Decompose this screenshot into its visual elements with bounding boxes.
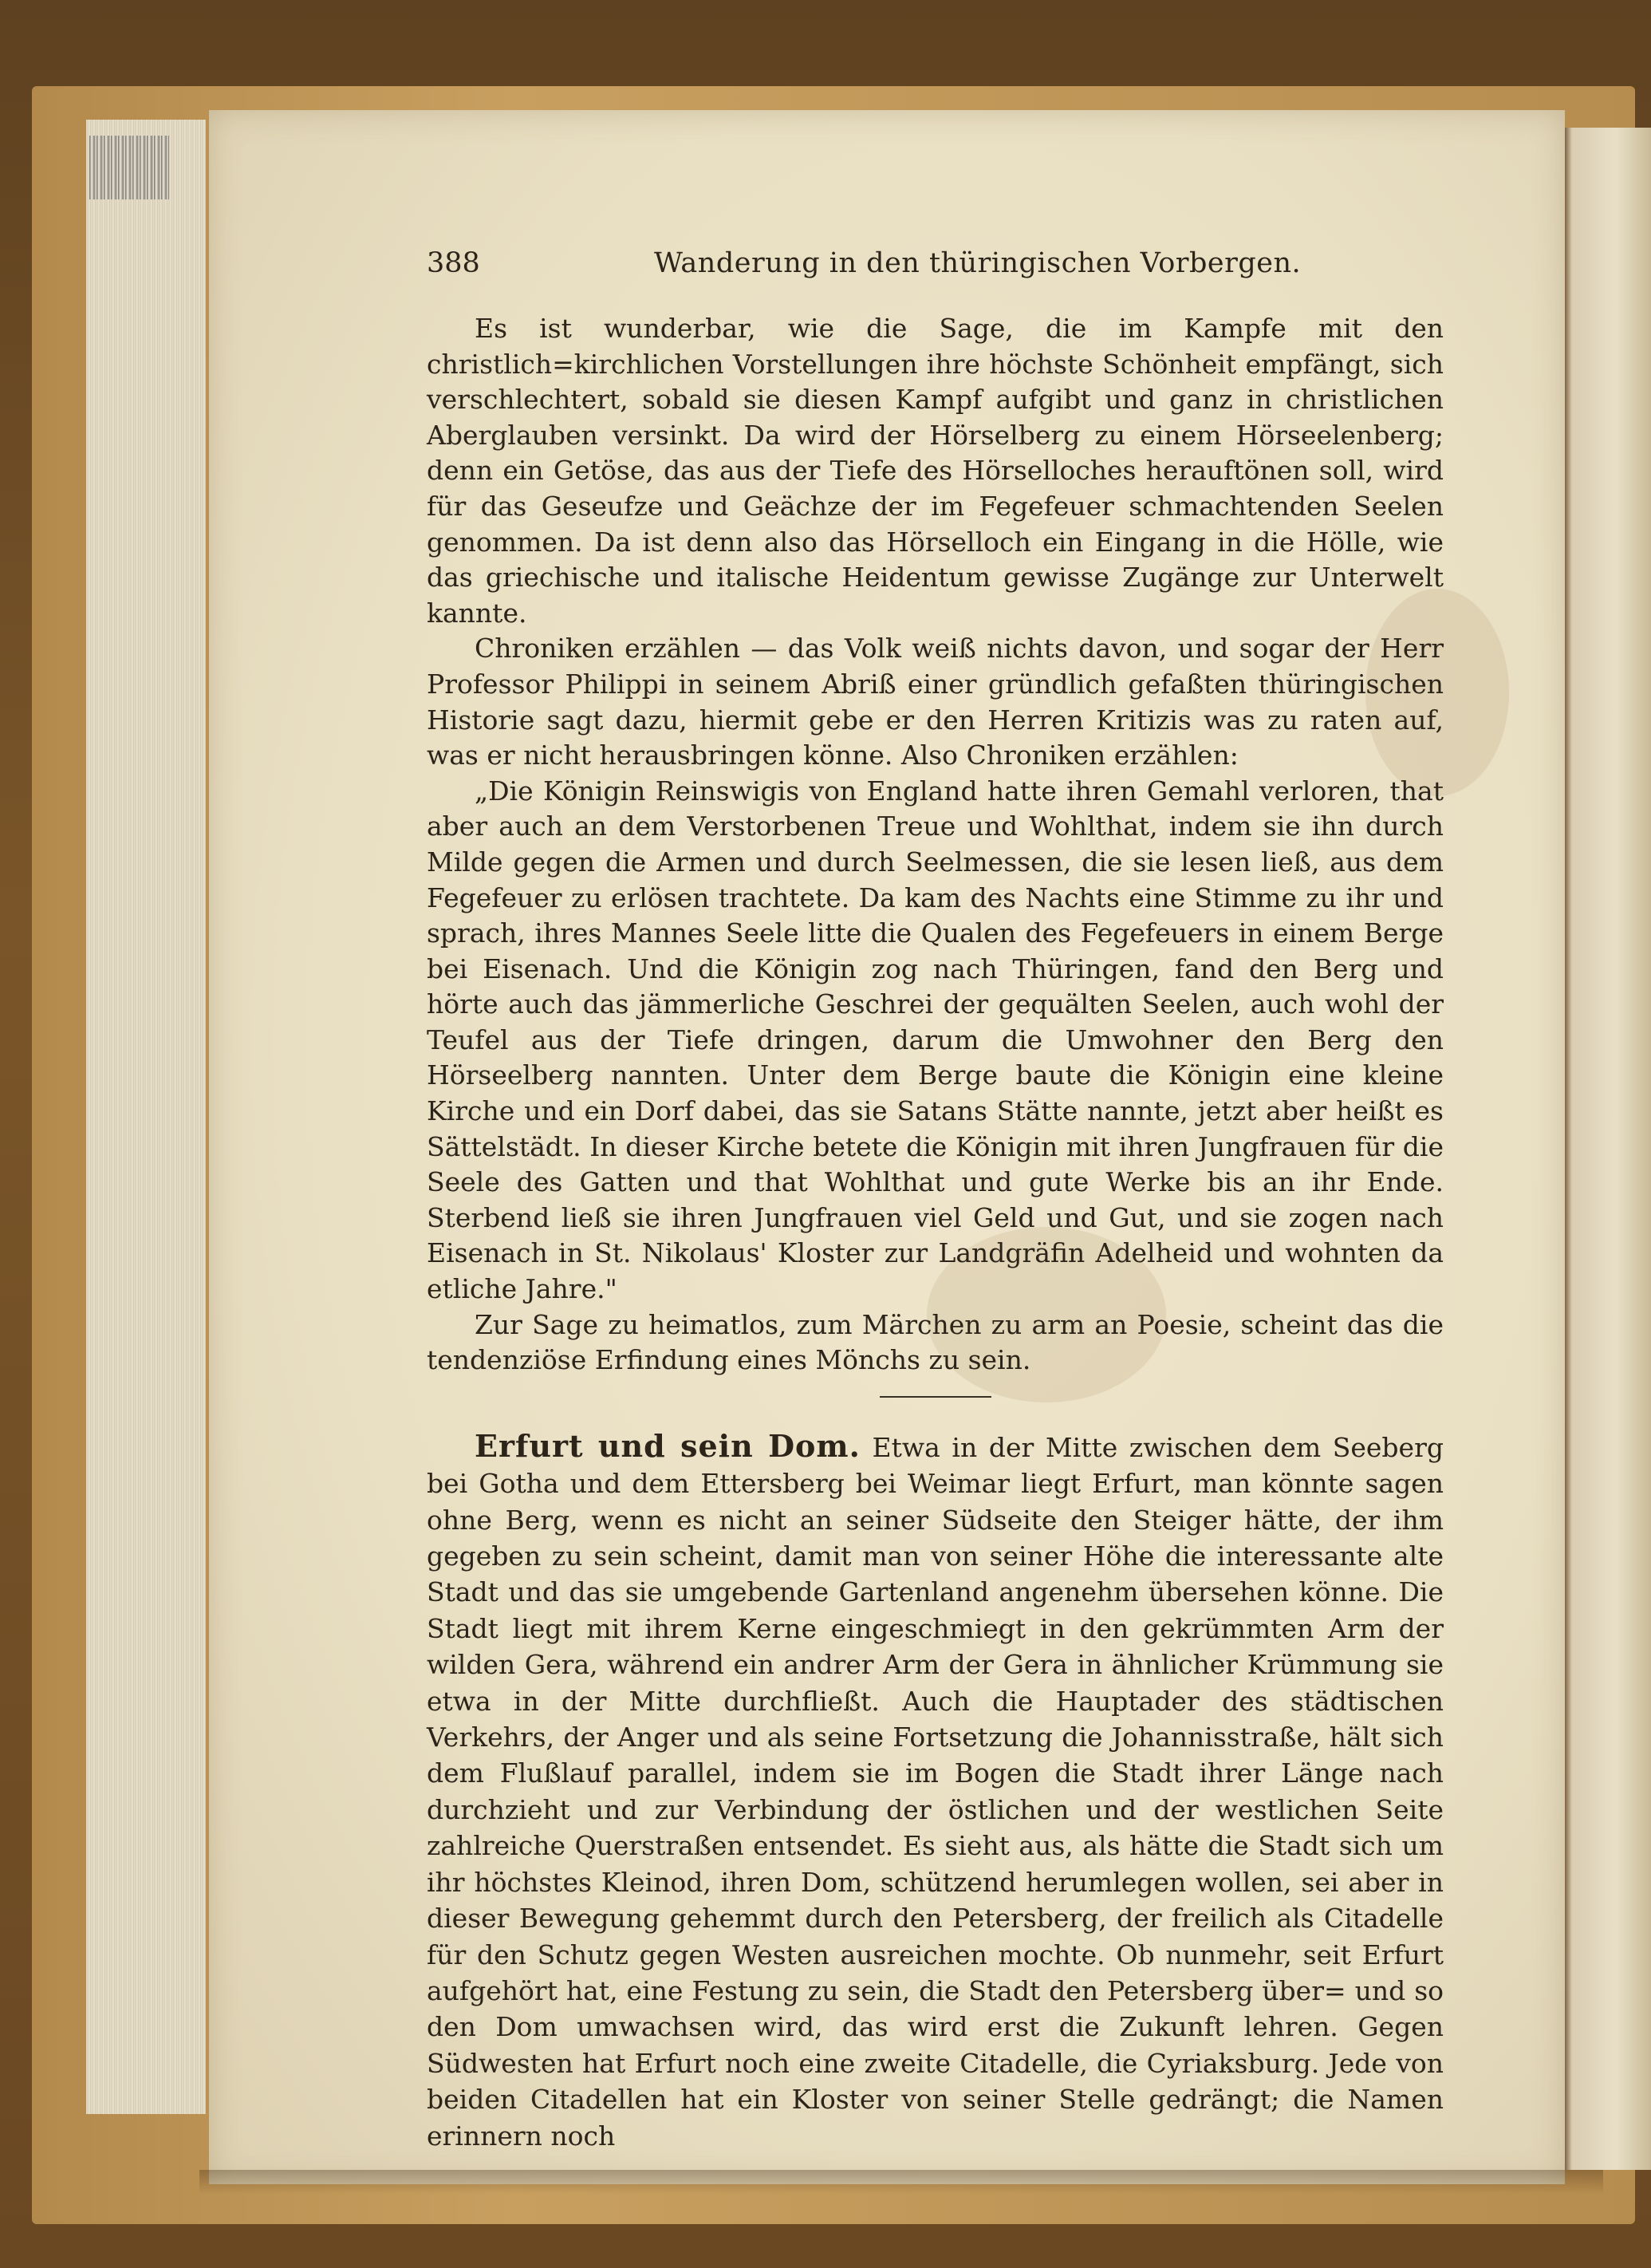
running-title: Wanderung in den thüringischen Vorbergen.: [654, 247, 1302, 279]
paragraph: Zur Sage zu heimatlos, zum Märchen zu arm an Poesie, scheint das die tendenziöse Erfindung eines Mönchs zu sein.: [427, 1308, 1444, 1376]
page-header: [427, 239, 1444, 287]
section-text: Etwa in der Mitte zwischen dem Seeberg bei Gotha und dem Ettersberg bei Weimar liegt Erfurt, man könnte sagen ohne Berg, wenn es nicht an seiner Südseite den Steiger hätte, der ihm gegeben zu sein scheint, damit man von seiner Höhe die interessante alte Stadt und das sie umgebende Gartenland angenehm übersehen könne. Die Stadt liegt mit ihrem Kerne eingeschmiegt in den gekrümmten Arm der wilden Gera, während ein andrer Arm der Gera in ähnlicher Krümmung sie etwa in der Mitte durchfließt. Auch die Hauptader des städtischen Verkehrs, der Anger und als seine Fortsetzung die Johannisstraße, hält sich dem Flußlauf parallel, indem sie im Bogen die Stadt ihrer Länge nach durchzieht und zur Verbindung der östlichen und der westlichen Seite zahlreiche Querstraßen entsendet. Es sieht aus, als hätte die Stadt sich um ihr höchstes Kleinod, ihren Dom, schützend herumlegen wollen, sei aber in dieser Bewegung gehemmt durch den Petersberg, der freilich als Citadelle für den Schutz gegen Westen ausreichen mochte. Ob nunmehr, seit Erfurt aufgehört hat, eine Festung zu sein, die Stadt den Petersberg über= und so den Dom umwachsen wird, das wird erst die Zukunft lehren. Gegen Südwesten hat Erfurt noch eine zweite Citadelle, die Cyriaksburg. Jede von beiden Citadellen hat ein Kloster von seiner Stelle gedrängt; die Namen erinnern noch: [427, 1431, 1444, 2152]
quote-paragraph: „Die Königin Reinswigis von England hatte ihren Gemahl verloren, that aber auch an dem Verstorbenen Treue und Wohlthat, indem sie ihn durch Milde gegen die Armen und durch Seelmessen, die sie lesen ließ, aus dem Fegefeuer zu erlösen trachtete. Da kam des Nachts eine Stimme zu ihr und sprach, ihres Mannes Seele litte die Qualen des Fegefeuers in einem Berge bei Eisenach. Und die Königin zog nach Thüringen, fand den Berg und hörte auch das jämmerliche Geschrei der gequälten Seelen, auch wohl der Teufel aus der Tiefe dringen, darum die Umwohner den Berg den Hörseelberg nannten. Unter dem Berge baute die Königin eine kleine Kirche und ein Dorf dabei, das sie Satans Stätte nannte, jetzt aber heißt es Sättelstädt. In dieser Kirche betete die Königin mit ihren Jungfrauen für die Seele des Gatten und that Wohlthat und gute Werke bis an ihr Ende. Sterbend ließ sie ihren Jungfrauen viel Geld und Gut, und sie zogen nach Eisenach in St. Nikolaus' Kloster zur Landgräfin Adelheid und wohnten da etliche Jahre.": [427, 775, 1444, 1305]
paragraph: Es ist wunderbar, wie die Sage, die im Kampfe mit den christlich=kirchlichen Vorstellungen ihre höchste Schönheit empfängt, sich verschlechtert, sobald sie diesen Kampf aufgibt und ganz in christlichen Aberglauben versinkt. Da wird der Hörselberg zu einem Hörseelenberg; denn ein Getöse, das aus der Tiefe des Hörselloches herauftönen soll, wird für das Geseufze und Geächze der im Fegefeuer schmachtenden Seelen genommen. Da ist denn also das Hörselloch ein Eingang in die Hölle, wie das griechische und italische Heidentum gewisse Zugänge zur Unterwelt kannte.: [427, 313, 1444, 629]
section-title: Erfurt und sein Dom.: [475, 1427, 861, 1464]
paragraph: Chroniken erzählen — das Volk weiß nichts davon, und sogar der Herr Professor Philippi in seinem Abriß einer gründlich gefaßten thüringischen Historie sagt dazu, hiermit gebe er den Herren Kritizis was zu raten auf, was er nicht herausbringen könne. Also Chroniken erzählen:: [427, 633, 1444, 771]
section-erfurt: [427, 1428, 1444, 2154]
page-text: [427, 239, 1444, 2154]
page-edges: [86, 120, 206, 2114]
page-number: 388: [427, 247, 480, 279]
page-shadow: [199, 2170, 1603, 2194]
section-paragraph: [427, 1428, 1444, 2154]
page-edges-top: [89, 136, 169, 199]
body-text: [427, 311, 1444, 1379]
next-page-edge: [1563, 128, 1651, 2170]
section-divider: [880, 1396, 991, 1398]
